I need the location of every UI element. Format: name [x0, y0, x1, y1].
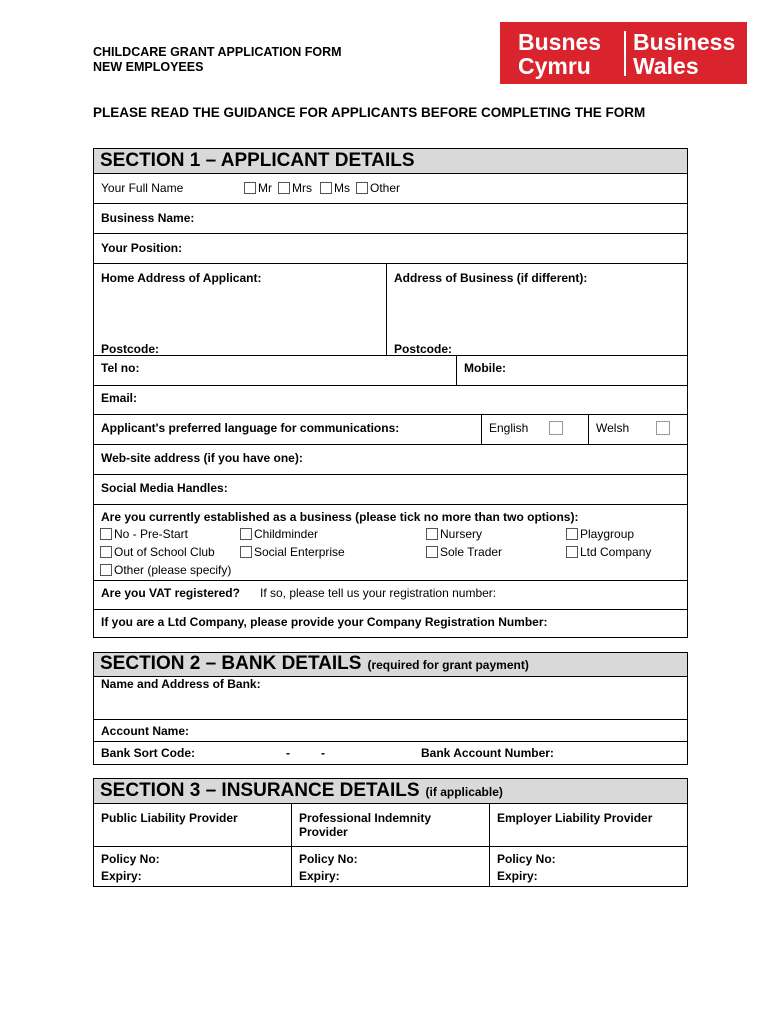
language-welsh-checkbox[interactable] — [656, 421, 670, 435]
email-label: Email: — [101, 391, 138, 405]
business-name-row[interactable] — [94, 203, 687, 233]
option-childminder[interactable] — [240, 527, 318, 541]
sole-trader-label: Sole Trader — [440, 545, 503, 559]
form-title — [93, 45, 342, 75]
section3-title — [100, 780, 503, 802]
option-playgroup[interactable] — [566, 527, 634, 541]
sort-code-dash-2: - — [321, 746, 325, 760]
option-out-of-school[interactable] — [100, 545, 215, 559]
option-no-prestart[interactable] — [100, 527, 188, 541]
section2-title-text: SECTION 2 – BANK DETAILS — [100, 653, 362, 674]
other-checkbox[interactable] — [100, 564, 112, 576]
out-of-school-checkbox[interactable] — [100, 546, 112, 558]
position-label: Your Position: — [101, 241, 183, 255]
business-name-label: Business Name: — [101, 211, 195, 225]
logo-en-line2: Wales — [633, 53, 699, 79]
business-type-row — [94, 504, 687, 580]
section3-insurance-details — [93, 778, 688, 887]
vat-followup: If so, please tell us your registration number: — [260, 586, 497, 600]
language-row — [94, 414, 687, 444]
language-label: Applicant's preferred language for communications: — [101, 421, 400, 435]
language-divider-1 — [481, 415, 482, 445]
section3-header — [94, 779, 687, 804]
section1-applicant-details — [93, 148, 688, 638]
playgroup-checkbox[interactable] — [566, 528, 578, 540]
section2-bank-details — [93, 652, 688, 765]
account-name-row[interactable] — [94, 719, 687, 741]
home-postcode-label: Postcode: — [101, 342, 160, 356]
title-other-option[interactable] — [356, 181, 400, 195]
email-row[interactable] — [94, 385, 687, 414]
option-social-enterprise[interactable] — [240, 545, 345, 559]
section3-subtitle: (if applicable) — [425, 785, 503, 799]
ltd-company-label: Ltd Company — [580, 545, 652, 559]
position-row[interactable] — [94, 233, 687, 263]
logo-cy-line2: Cymru — [518, 53, 591, 79]
title-other-label: Other — [370, 181, 401, 195]
public-liability-label: Public Liability Provider — [101, 811, 238, 825]
phone-row[interactable] — [94, 355, 687, 385]
sort-code-label: Bank Sort Code: — [101, 746, 196, 760]
address-row[interactable] — [94, 263, 687, 355]
nursery-checkbox[interactable] — [426, 528, 438, 540]
form-title-line2: NEW EMPLOYEES — [93, 60, 204, 74]
title-mrs-checkbox[interactable] — [278, 182, 290, 194]
language-welsh-label: Welsh — [596, 421, 630, 435]
title-mr-checkbox[interactable] — [244, 182, 256, 194]
business-postcode-label: Postcode: — [394, 342, 453, 356]
website-row[interactable] — [94, 444, 687, 474]
social-enterprise-checkbox[interactable] — [240, 546, 252, 558]
language-english-label: English — [489, 421, 529, 435]
social-row[interactable] — [94, 474, 687, 504]
home-address-label: Home Address of Applicant: — [101, 271, 262, 285]
business-wales-logo — [500, 22, 747, 84]
sole-trader-checkbox[interactable] — [426, 546, 438, 558]
company-number-label: If you are a Ltd Company, please provide your Company Registration Number: — [101, 615, 548, 629]
website-label: Web-site address (if you have one): — [101, 451, 303, 465]
out-of-school-label: Out of School Club — [114, 545, 215, 559]
business-address-label: Address of Business (if different): — [394, 271, 588, 285]
sort-code-row[interactable] — [94, 741, 687, 765]
title-ms-label: Ms — [334, 181, 350, 195]
option-other[interactable] — [100, 563, 231, 577]
section1-header — [94, 149, 687, 174]
social-enterprise-label: Social Enterprise — [254, 545, 345, 559]
employer-expiry: Expiry: — [497, 869, 538, 883]
form-title-line1: CHILDCARE GRANT APPLICATION FORM — [93, 45, 342, 59]
logo-en-line1: Business — [633, 29, 736, 55]
nursery-label: Nursery — [440, 527, 483, 541]
employer-liability-label: Employer Liability Provider — [497, 811, 653, 825]
account-number-label: Bank Account Number: — [421, 746, 554, 760]
language-divider-2 — [588, 415, 589, 445]
company-number-row[interactable] — [94, 609, 687, 638]
phone-divider — [456, 356, 457, 386]
account-name-label: Account Name: — [101, 724, 190, 738]
ltd-company-checkbox[interactable] — [566, 546, 578, 558]
bank-name-address-label: Name and Address of Bank: — [101, 677, 261, 691]
public-expiry: Expiry: — [101, 869, 142, 883]
no-prestart-label: No - Pre-Start — [114, 527, 189, 541]
title-mrs-option[interactable] — [278, 181, 312, 195]
section2-subtitle: (required for grant payment) — [367, 658, 529, 672]
logo-divider — [624, 31, 626, 76]
professional-indemnity-label-2: Provider — [299, 825, 348, 839]
business-type-question: Are you currently established as a business (please tick no more than two options): — [101, 510, 579, 524]
title-mrs-label: Mrs — [292, 181, 312, 195]
section3-title-text: SECTION 3 – INSURANCE DETAILS — [100, 780, 420, 801]
professional-indemnity-label-1: Professional Indemnity — [299, 811, 432, 825]
social-label: Social Media Handles: — [101, 481, 228, 495]
section1-title: SECTION 1 – APPLICANT DETAILS — [100, 150, 415, 171]
childminder-checkbox[interactable] — [240, 528, 252, 540]
section2-title — [100, 653, 529, 675]
section2-header — [94, 653, 687, 677]
vat-row[interactable] — [94, 580, 687, 609]
childminder-label: Childminder — [254, 527, 319, 541]
mobile-label: Mobile: — [464, 361, 506, 375]
sort-code-dash-1: - — [286, 746, 290, 760]
logo-cy-line1: Busnes — [518, 29, 602, 55]
title-mr-option[interactable] — [244, 181, 272, 195]
other-label: Other (please specify) — [114, 563, 232, 577]
title-ms-option[interactable] — [320, 181, 350, 195]
professional-policy-no: Policy No: — [299, 852, 358, 866]
option-ltd-company[interactable] — [566, 545, 651, 559]
address-divider — [386, 264, 387, 356]
guidance-notice: PLEASE READ THE GUIDANCE FOR APPLICANTS BEFORE COMPLETING THE FORM — [93, 105, 646, 120]
employer-policy-no: Policy No: — [497, 852, 556, 866]
professional-expiry: Expiry: — [299, 869, 340, 883]
language-english-checkbox[interactable] — [549, 421, 563, 435]
option-nursery[interactable] — [426, 527, 482, 541]
title-other-checkbox[interactable] — [356, 182, 368, 194]
tel-label: Tel no: — [101, 361, 140, 375]
title-mr-label: Mr — [258, 181, 272, 195]
public-policy-no: Policy No: — [101, 852, 160, 866]
no-prestart-checkbox[interactable] — [100, 528, 112, 540]
playgroup-label: Playgroup — [580, 527, 635, 541]
policy-row[interactable] — [94, 846, 687, 887]
option-sole-trader[interactable] — [426, 545, 502, 559]
vat-question: Are you VAT registered? — [101, 586, 240, 600]
title-ms-checkbox[interactable] — [320, 182, 332, 194]
full-name-label: Your Full Name — [101, 181, 184, 195]
